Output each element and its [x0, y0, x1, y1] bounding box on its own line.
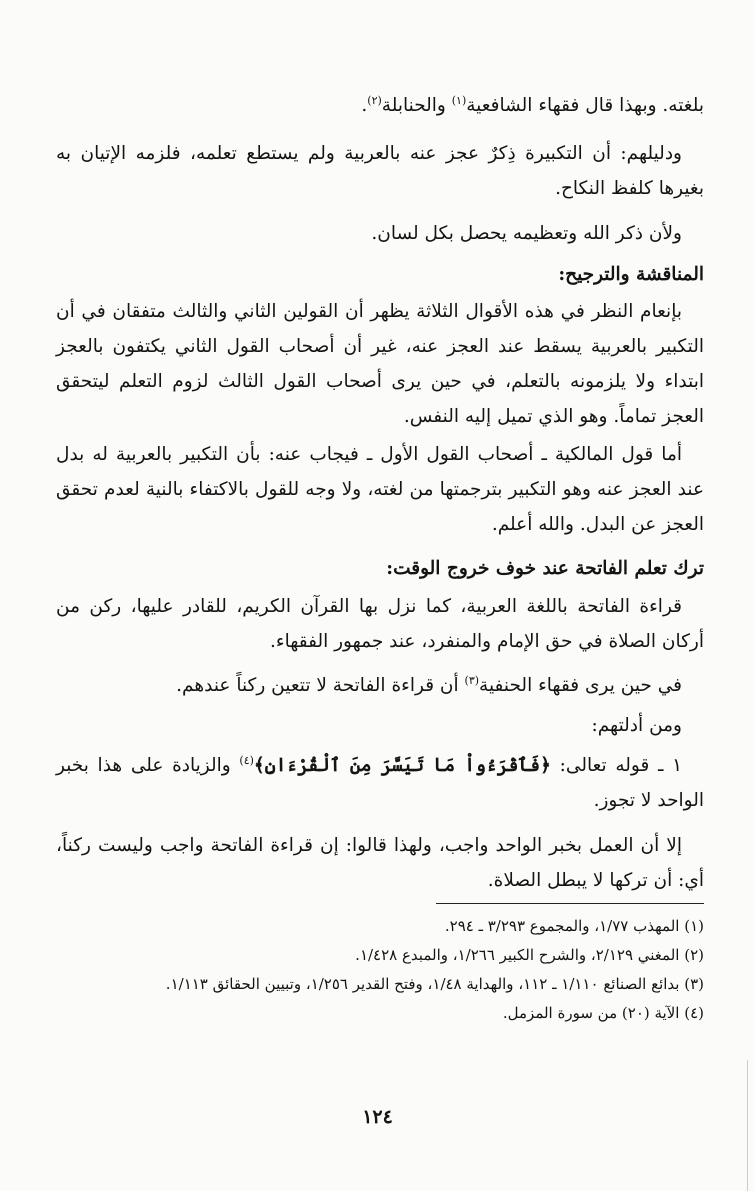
quran-verse: ﴿فَٱقْرَءُواْ مَا تَيَسَّرَ مِنَ ٱلْقُرْءَانِ﴾: [253, 755, 551, 776]
footnote-4: (٤) الآية (٢٠) من سورة المزمل.: [502, 1004, 704, 1022]
paragraph-9: [56, 748, 704, 818]
footnote-ref-2: (٢): [367, 93, 382, 107]
footnotes: [56, 912, 704, 1028]
footnote-ref-4: (٤): [239, 753, 254, 767]
text-p1-b: والحنابلة: [381, 95, 452, 116]
paragraph-7: [56, 668, 704, 703]
footnote-ref-3: (٣): [464, 673, 480, 687]
page-edge-line: [747, 1060, 748, 1191]
text-p4: بإنعام النظر في هذه الأقوال الثلاثة يظهر أن القولين الثاني والثالث متفقان في أن التكبير بالعربية يسقط عند العجز عنه، غير أن أصحاب القول الثاني يكتفون بالعجز ابتداء ولا يلزمونه بالتعلم، في حين يرى أصحاب القول الثالث لزوم التعلم ليتحقق العجز تماماً. وهو الذي تميل إليه النفس.: [56, 301, 704, 427]
footnote-1: (١) المهذب ١/٧٧، والمجموع ٣/٢٩٣ ـ ٢٩٤.: [444, 917, 704, 935]
footnote-2: (٢) المغني ٢/١٢٩، والشرح الكبير ١/٢٦٦، والمبدع ١/٤٢٨.: [355, 946, 704, 964]
paragraph-1: [56, 88, 704, 123]
text-p1-a: بلغته. وبهذا قال فقهاء الشافعية: [466, 95, 704, 116]
text-p2: ودليلهم: أن التكبيرة ذِكرٌ عجز عنه بالعربية ولم يستطع تعلمه، فلزمه الإتيان به بغيرها كلفظ النكاح.: [56, 143, 704, 199]
footnote-divider: [436, 903, 704, 904]
paragraph-6: [56, 589, 704, 659]
paragraph-2: [56, 136, 704, 206]
heading-discussion: المناقشة والترجيح:: [558, 264, 704, 285]
text-p10: إلا أن العمل بخبر الواحد واجب، ولهذا قالوا: إن قراءة الفاتحة واجب وليست ركناً، أي: أن تركها لا يبطل الصلاة.: [56, 835, 704, 891]
section-heading-discussion: [56, 257, 704, 292]
section-heading-fatiha: [56, 551, 704, 586]
text-p7-b: أن قراءة الفاتحة لا تتعين ركناً عندهم.: [176, 675, 465, 696]
paragraph-10: [56, 828, 704, 898]
paragraph-8: [56, 708, 704, 743]
text-p3: ولأن ذكر الله وتعظيمه يحصل بكل لسان.: [371, 223, 682, 244]
text-p1-c: .: [361, 95, 368, 116]
text-p8: ومن أدلتهم:: [591, 715, 682, 736]
page-number: ١٢٤: [362, 1106, 393, 1128]
paragraph-5: [56, 437, 704, 542]
paragraph-3: [56, 216, 704, 251]
text-p9-a: ١ ـ قوله تعالى:: [551, 755, 682, 776]
text-p7-a: في حين يرى فقهاء الحنفية: [479, 675, 682, 696]
text-p5: أما قول المالكية ـ أصحاب القول الأول ـ فيجاب عنه: بأن التكبير بالعربية له بدل عند العجز عنه وهو التكبير بترجمتها من لغته، ولا وجه للقول بالاكتفاء بالنية لعدم تحقق العجز عن البدل. والله أعلم.: [56, 444, 704, 535]
text-p9-b: والزيادة على هذا بخبر الواحد لا تجوز.: [56, 755, 704, 811]
footnote-3: (٣) بدائع الصنائع ١/١١٠ ـ ١١٢، والهداية ١/٤٨، وفتح القدير ١/٢٥٦، وتبيين الحقائق ١/١١٣.: [165, 975, 704, 993]
footnote-ref-1: (١): [451, 93, 467, 107]
paragraph-4: [56, 294, 704, 434]
text-p6: قراءة الفاتحة باللغة العربية، كما نزل بها القرآن الكريم، للقادر عليها، ركن من أركان الصلاة في حق الإمام والمنفرد، عند جمهور الفقهاء.: [56, 596, 704, 652]
heading-fatiha: ترك تعلم الفاتحة عند خوف خروج الوقت:: [386, 558, 704, 579]
